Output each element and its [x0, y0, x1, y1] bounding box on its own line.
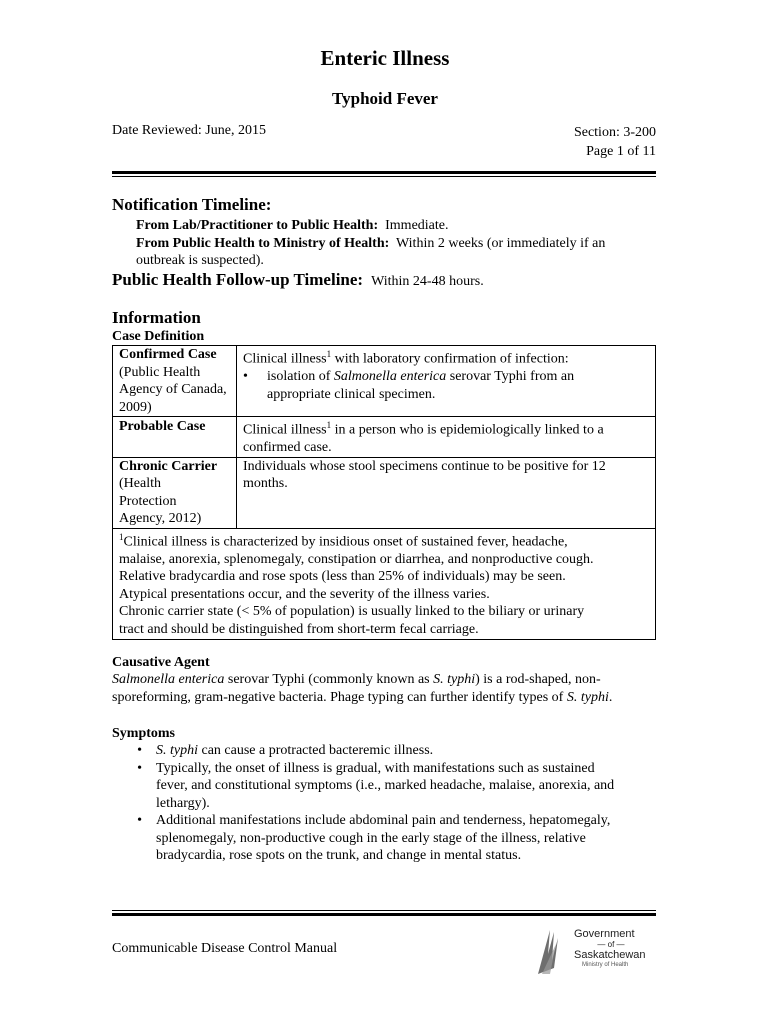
confirmed-case-label: Confirmed Case: [119, 347, 217, 362]
causative-line-1: [112, 671, 668, 689]
symptom-item-1: [112, 742, 672, 760]
footnote-line-1-text: Clinical illness is characterized by insidious onset of sustained fever, headache,: [123, 534, 568, 550]
probable-case-label: Probable Case: [119, 419, 206, 434]
probable-case-label-cell: [113, 417, 237, 457]
probable-text-b: in a person who is epidemiologically linked to a: [331, 422, 604, 438]
information-heading: Information: [112, 308, 201, 327]
symptom-item-3-line-1: Additional manifestations include abdominal pain and tenderness, hepatomegaly,: [156, 813, 611, 828]
notification-ph-label: From Public Health to Ministry of Health:: [136, 236, 390, 251]
causative-line-2: [112, 689, 668, 707]
confirmed-case-label-cell: [113, 346, 237, 416]
footnote-line-4: Atypical presentations occur, and the severity of the illness varies.: [119, 586, 490, 602]
chronic-carrier-text-cell: [237, 458, 655, 528]
confirmed-bullet-a: isolation of: [267, 369, 334, 385]
followup-heading: Public Health Follow-up Timeline:: [112, 270, 364, 289]
confirmed-text-b: with laboratory confirmation of infection:: [331, 351, 569, 367]
symptom-item-3-text: [156, 812, 610, 865]
symptoms-list: [112, 742, 672, 865]
symptom-item-2-text: [156, 760, 614, 813]
bullet-icon: •: [243, 369, 248, 385]
bullet-icon: •: [137, 743, 142, 758]
causative-line2-b: .: [608, 689, 613, 705]
causative-line1-italic: Salmonella enterica: [112, 672, 225, 687]
symptom-item-1-text: [156, 742, 433, 760]
probable-text-a: Clinical illness: [243, 422, 327, 438]
chronic-source-3: Agency, 2012): [119, 511, 202, 527]
document-title: Enteric Illness: [320, 46, 450, 70]
confirmed-text-a: Clinical illness: [243, 351, 327, 367]
notification-ph: [136, 235, 656, 253]
footer-rule-thin: [112, 910, 656, 911]
logo-line-2-wrap: — of —: [597, 940, 625, 949]
confirmed-case-text-cell: [237, 346, 655, 416]
causative-agent-text: [112, 671, 668, 706]
footnote-mark: 1: [119, 531, 124, 542]
confirmed-bullet-text: [267, 368, 574, 403]
footer-rule-thick: [112, 913, 656, 916]
confirmed-bullet: [243, 368, 649, 403]
probable-text-c: confirmed case.: [243, 440, 332, 456]
symptom-item-3-line-3: bradycardia, rose spots on the trunk, and change in mental status.: [156, 848, 522, 863]
notification-lab-label: From Lab/Practitioner to Public Health:: [136, 218, 379, 233]
confirmed-case-row: [113, 346, 655, 416]
page-number: Page 1 of 11: [586, 144, 656, 159]
symptom-item-3-line-2: splenomegaly, non-productive cough in the early stage of the illness, relative: [156, 830, 586, 846]
logo-line-1: Government: [574, 928, 635, 940]
logo-line-2: of: [607, 940, 615, 949]
symptom-item-2: [112, 760, 672, 813]
notification-lab-value: Immediate.: [385, 218, 449, 233]
symptoms-list-container: [112, 742, 672, 865]
notification-ph-value-2: outbreak is suspected).: [136, 253, 264, 268]
confirmed-source-1: (Public Health: [119, 364, 201, 380]
chronic-source-2: Protection: [119, 493, 177, 509]
confirmed-source-2: Agency of Canada,: [119, 382, 227, 397]
notification-lab: [136, 217, 656, 235]
symptoms-heading: Symptoms: [112, 726, 176, 741]
footnote-line-2: malaise, anorexia, splenomegaly, constipation or diarrhea, and nonproductive cough.: [119, 551, 594, 567]
notification-ph-value: Within 2 weeks (or immediately if an: [396, 236, 606, 251]
symptom-item-1-italic: S. typhi: [156, 743, 198, 758]
symptom-item-2-line-3: lethargy).: [156, 795, 210, 811]
confirmed-bullet-c: appropriate clinical specimen.: [267, 386, 436, 402]
footer-manual-title: Communicable Disease Control Manual: [112, 941, 338, 956]
symptom-item-2-line-1: Typically, the onset of illness is gradual, with manifestations such as sustained: [156, 760, 595, 776]
bullet-icon: •: [137, 760, 142, 776]
section-number: Section: 3-200: [573, 125, 656, 140]
confirmed-bullet-italic: Salmonella enterica: [333, 369, 447, 385]
confirmed-case-text: [243, 346, 649, 368]
symptom-item-2-line-2: fever, and constitutional symptoms (i.e., marked headache, malaise, anorexia, and: [156, 778, 615, 793]
causative-line1-italic2: S. typhi: [433, 672, 476, 687]
logo-text: [574, 928, 648, 969]
probable-case-text: [243, 417, 649, 439]
confirmed-bullet-b: serovar Typhi from an: [446, 369, 575, 385]
case-definition-footnote: [113, 528, 655, 640]
causative-line2-a: sporeforming, gram-negative bacteria. Phage typing can further identify types of: [112, 689, 567, 705]
chronic-carrier-row: [113, 457, 655, 528]
followup-line: [112, 270, 484, 291]
header-rule-thin: [112, 176, 656, 177]
chronic-carrier-label: Chronic Carrier: [119, 458, 218, 474]
causative-line1-b: ) is a rod-shaped, non-: [475, 672, 601, 687]
chronic-carrier-label-cell: [113, 458, 237, 528]
symptom-item-1-rest: can cause a protracted bacteremic illness.: [198, 743, 434, 758]
chronic-source-1: (Health: [119, 476, 161, 492]
causative-line1-a: serovar Typhi (commonly known as: [224, 672, 434, 687]
footnote-ref-2: 1: [326, 420, 332, 430]
section-page-info: [574, 123, 656, 161]
footnote-ref: 1: [326, 349, 332, 359]
footnote-line-6: tract and should be distinguished from short-term fecal carriage.: [119, 621, 479, 637]
probable-case-row: [113, 416, 655, 457]
footnote-line-5: Chronic carrier state (< 5% of population) is usually linked to the biliary or urinary: [119, 604, 585, 620]
date-reviewed: Date Reviewed: June, 2015: [112, 123, 266, 138]
logo-line-3: Saskatchewan: [574, 949, 646, 961]
causative-line2-italic: S. typhi: [566, 689, 609, 705]
footnote-line-3: Relative bradycardia and rose spots (less than 25% of individuals) may be seen.: [119, 569, 566, 585]
followup-value: Within 24-48 hours.: [371, 274, 484, 289]
case-definition-table: [112, 345, 656, 640]
document-subtitle: Typhoid Fever: [332, 89, 438, 108]
probable-case-text-cell: [237, 417, 655, 457]
logo-line-4: Ministry of Health: [582, 962, 629, 968]
causative-agent-heading: Causative Agent: [112, 655, 210, 670]
footnote-line-1: [119, 529, 655, 551]
government-of-saskatchewan-logo: [536, 924, 654, 976]
chronic-text-a: Individuals whose stool specimens continue to be positive for 12: [243, 458, 606, 474]
case-definition-heading: Case Definition: [112, 329, 205, 344]
symptom-item-3: [112, 812, 672, 865]
notification-heading: Notification Timeline:: [112, 195, 272, 214]
confirmed-source-3: 2009): [119, 399, 152, 415]
header-rule-thick: [112, 171, 656, 174]
bullet-icon: •: [137, 813, 142, 828]
chronic-text-b: months.: [243, 476, 288, 492]
